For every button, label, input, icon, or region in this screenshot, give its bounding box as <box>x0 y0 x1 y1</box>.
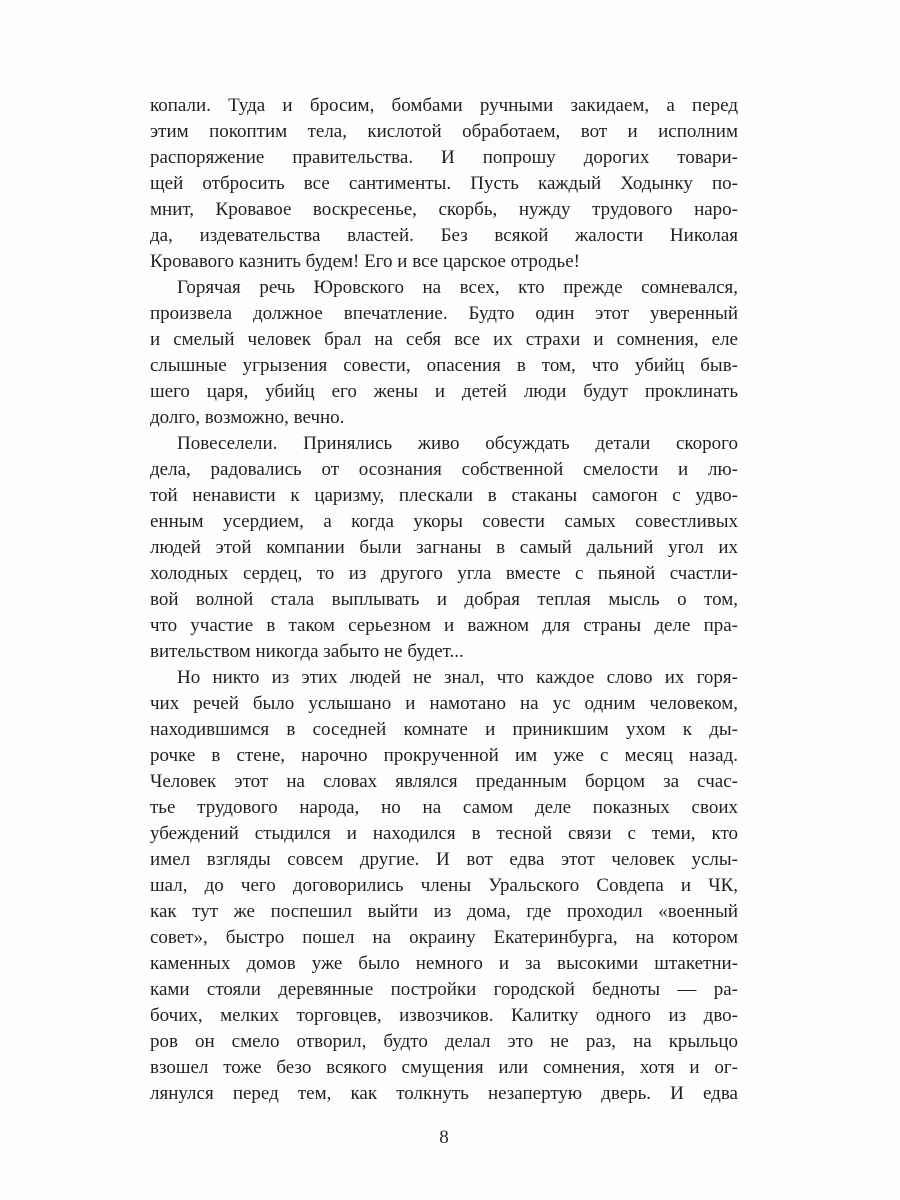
text-line: каменных домов уже было немного и за высокими штакетни- <box>150 953 738 974</box>
text-line: Повеселели. Принялись живо обсуждать детали скорого <box>177 433 738 454</box>
text-line: лянулся перед тем, как толкнуть незапертую дверь. И едва <box>150 1083 738 1104</box>
text-line: холодных сердец, то из другого угла вместе с пьяной счастли- <box>150 563 738 584</box>
text-line: Горячая речь Юровского на всех, кто прежде сомневался, <box>177 277 738 298</box>
text-line: ками стояли деревянные постройки городской бедноты — ра- <box>150 979 738 1000</box>
text-line: рочке в стене, нарочно прокрученной им уже с месяц назад. <box>150 745 738 766</box>
text-line: убеждений стыдился и находился в тесной связи с теми, кто <box>150 823 738 844</box>
page-number: 8 <box>439 1127 449 1148</box>
text-line: щей отбросить все сантименты. Пусть каждый Ходынку по- <box>150 173 738 194</box>
text-line: слышные угрызения совести, опасения в том, что убийц быв- <box>150 355 738 376</box>
text-line: долго, возможно, вечно. <box>150 407 345 428</box>
text-line: взошел тоже безо всякого смущения или сомнения, хотя и ог- <box>150 1057 738 1078</box>
text-line: совет», быстро пошел на окраину Екатеринбурга, на котором <box>150 927 738 948</box>
text-line: этим покоптим тела, кислотой обработаем, вот и исполним <box>150 121 738 142</box>
text-line: тье трудового народа, но на самом деле показных своих <box>150 797 738 818</box>
paragraph <box>150 665 738 1107</box>
paragraph <box>150 93 738 275</box>
text-line: имел взгляды совсем другие. И вот едва этот человек услы- <box>150 849 738 870</box>
text-line: шего царя, убийц его жены и детей люди будут проклинать <box>150 381 738 402</box>
text-line: вительством никогда забыто не будет... <box>150 641 464 662</box>
text-line: енным усердием, а когда укоры совести самых совестливых <box>150 511 738 532</box>
text-line: находившимся в соседней комнате и приникшим ухом к ды- <box>150 719 738 740</box>
text-line: шал, до чего договорились члены Уральского Совдепа и ЧК, <box>150 875 738 896</box>
text-line: Кровавого казнить будем! Его и все царское отродье! <box>150 251 580 272</box>
text-line: вой волной стала выплывать и добрая теплая мысль о том, <box>150 589 738 610</box>
text-line: людей этой компании были загнаны в самый дальний угол их <box>150 537 738 558</box>
text-line: что участие в таком серьезном и важном для страны деле пра- <box>150 615 738 636</box>
text-line: мнит, Кровавое воскресенье, скорбь, нужду трудового наро- <box>150 199 738 220</box>
text-line: чих речей было услышано и намотано на ус одним человеком, <box>150 693 738 714</box>
text-line: как тут же поспешил выйти из дома, где проходил «военный <box>150 901 738 922</box>
text-line: дела, радовались от осознания собственной смелости и лю- <box>150 459 738 480</box>
page-text <box>150 93 738 1107</box>
text-line: той ненависти к царизму, плескали в стаканы самогон с удво- <box>150 485 738 506</box>
text-line: Человек этот на словах являлся преданным борцом за счас- <box>150 771 738 792</box>
paragraph <box>150 431 738 665</box>
paragraph <box>150 275 738 431</box>
text-line: копали. Туда и бросим, бомбами ручными закидаем, а перед <box>150 95 738 116</box>
text-line: бочих, мелких торговцев, извозчиков. Калитку одного из дво- <box>150 1005 738 1026</box>
text-line: Но никто из этих людей не знал, что каждое слово их горя- <box>177 667 738 688</box>
text-line: ров он смело отворил, будто делал это не раз, на крыльцо <box>150 1031 738 1052</box>
text-line: и смелый человек брал на себя все их страхи и сомнения, еле <box>150 329 738 350</box>
text-line: произвела должное впечатление. Будто один этот уверенный <box>150 303 738 324</box>
text-line: да, издевательства властей. Без всякой жалости Николая <box>150 225 738 246</box>
text-line: распоряжение правительства. И попрошу дорогих товари- <box>150 147 738 168</box>
